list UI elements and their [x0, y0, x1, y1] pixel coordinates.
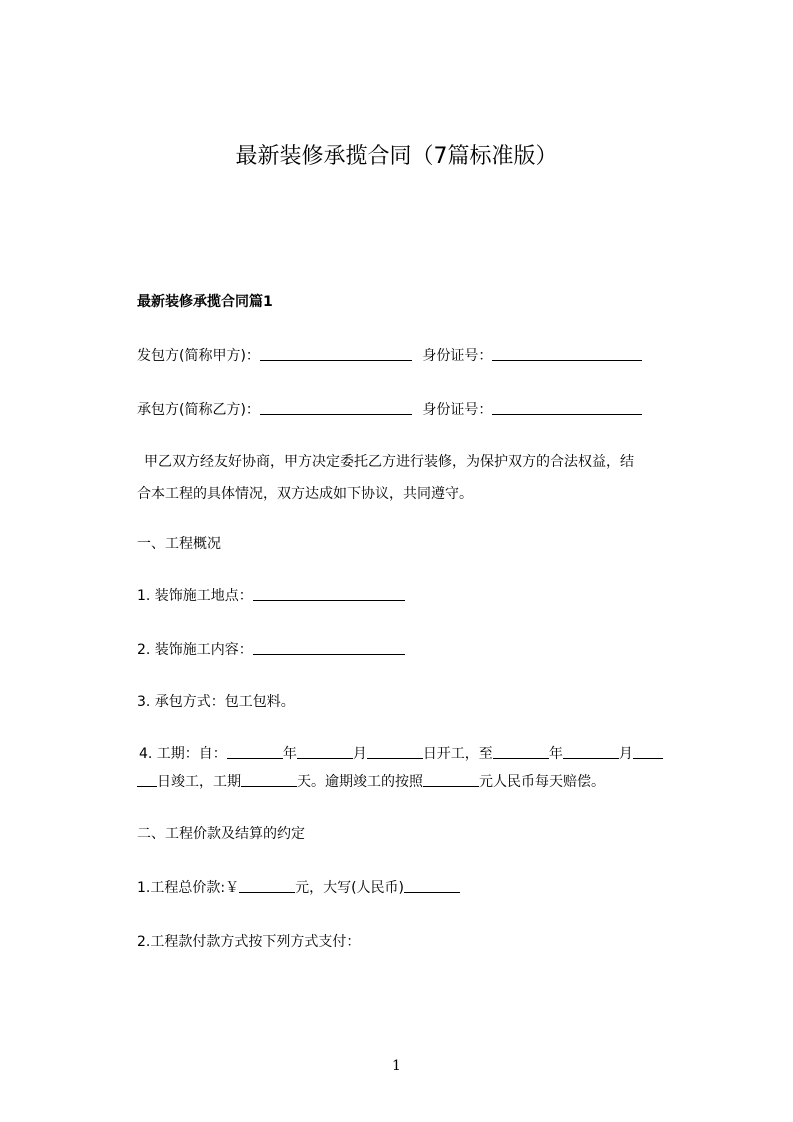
item-1-label: 1. 装饰施工地点： — [137, 588, 253, 604]
item-2-line — [137, 640, 405, 660]
item-2-blank — [253, 640, 405, 655]
total-price-uppercase-blank — [404, 878, 460, 893]
start-day-blank — [367, 744, 423, 759]
party-a-id-blank — [492, 346, 642, 361]
intro-line-2: 合本工程的具体情况，双方达成如下协议，共同遵守。 — [137, 486, 473, 502]
part2-heading: 二、工程价款及结算的约定 — [137, 826, 305, 842]
party-a-label: 发包方(简称甲方)： — [137, 348, 260, 364]
end-month-label: 月 — [618, 746, 633, 762]
days-suffix: 天。逾期竣工的按照 — [297, 774, 423, 790]
start-month-label: 月 — [352, 746, 367, 762]
part1-heading: 一、工程概况 — [137, 536, 221, 552]
penalty-blank — [423, 772, 479, 787]
total-price-line — [137, 878, 460, 898]
start-year-label: 年 — [282, 746, 297, 762]
start-year-blank — [227, 744, 283, 759]
period-prefix: 4. 工期：自： — [139, 746, 227, 762]
party-b-id-label: 身份证号： — [422, 402, 493, 418]
party-b-line — [137, 400, 642, 420]
end-day-blank-part1 — [633, 744, 663, 759]
end-month-blank — [563, 744, 619, 759]
start-month-blank — [297, 744, 353, 759]
payment-line: 2.工程款付款方式按下列方式支付： — [137, 934, 361, 950]
section-heading: 最新装修承揽合同篇1 — [137, 294, 273, 310]
item-1-line — [137, 586, 405, 606]
item-2-label: 2. 装饰施工内容： — [137, 642, 253, 658]
end-year-label: 年 — [548, 746, 563, 762]
total-price-blank — [239, 878, 295, 893]
party-a-line — [137, 346, 642, 366]
document-title: 最新装修承揽合同（7篇标准版） — [235, 144, 558, 169]
party-b-label: 承包方(简称乙方)： — [137, 402, 260, 418]
total-price-prefix: 1.工程总价款:￥ — [137, 880, 240, 896]
item-3-line: 3. 承包方式：包工包料。 — [137, 694, 295, 710]
page-number: 1 — [392, 1058, 401, 1074]
total-price-mid: 元，大写(人民币) — [295, 880, 405, 896]
item-4-line — [139, 744, 663, 764]
end-day-blank-part2 — [137, 772, 157, 787]
intro-line-1: 甲乙双方经友好协商，甲方决定委托乙方进行装修，为保护双方的合法权益，结 — [144, 454, 634, 470]
end-year-blank — [493, 744, 549, 759]
party-a-blank — [260, 346, 412, 361]
party-b-id-blank — [492, 400, 642, 415]
item-4-continuation — [137, 772, 605, 792]
penalty-suffix: 元人民币每天赔偿。 — [479, 774, 605, 790]
complete-prefix: 日竣工，工期 — [157, 774, 241, 790]
start-work-label: 日开工，至 — [422, 746, 493, 762]
duration-blank — [241, 772, 297, 787]
party-a-id-label: 身份证号： — [422, 348, 493, 364]
party-b-blank — [260, 400, 412, 415]
item-1-blank — [253, 586, 405, 601]
